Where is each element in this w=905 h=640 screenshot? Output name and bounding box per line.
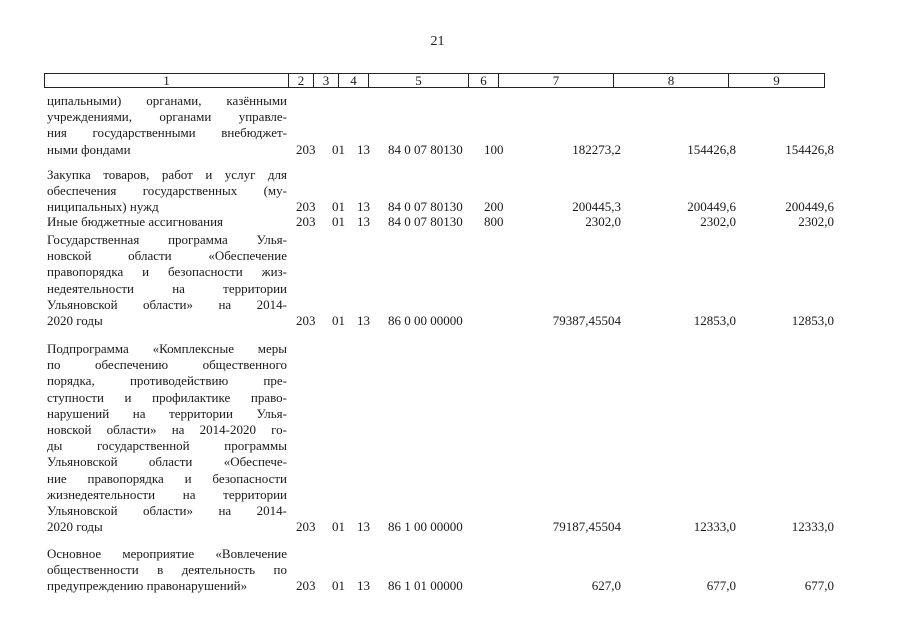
amount-c7: 79387,45504: [552, 313, 621, 328]
amount-c7: 200445,3: [572, 199, 621, 215]
cell-c2: 203: [296, 199, 316, 215]
amount-c8: 12333,0: [693, 519, 736, 535]
description-line: жизнедеятельности на территории: [47, 486, 287, 502]
description-line: учреждениями, органами управле-: [47, 109, 287, 125]
table-row: [0, 232, 905, 329]
description-line: ниципальных) нужд: [47, 199, 159, 215]
column-header-9: 9: [729, 74, 825, 88]
column-header-3: 3: [314, 74, 339, 88]
description-line: ными фондами: [47, 141, 131, 157]
cell-c3: 01: [332, 519, 345, 535]
table-row: [0, 93, 905, 158]
description-line: Ульяновской области» на 2014-: [47, 502, 287, 518]
column-header-table: [44, 73, 825, 88]
row-description: [47, 546, 287, 595]
cell-c3: 01: [332, 214, 345, 229]
description-line: общественности в деятельность по: [47, 562, 287, 578]
cell-c4: 13: [357, 141, 370, 157]
cell-c5: 84 0 07 80130: [388, 141, 463, 157]
description-line: Подпрограмма «Комплексные меры: [47, 341, 287, 356]
cell-c5: 86 0 00 00000: [388, 313, 463, 328]
cell-c4: 13: [357, 313, 370, 328]
row-description: [47, 232, 287, 329]
column-header-4: 4: [339, 74, 369, 88]
description-line: нарушений на территории Улья-: [47, 405, 287, 421]
amount-c8: 200449,6: [687, 199, 736, 215]
cell-c6: 100: [484, 141, 504, 157]
cell-c4: 13: [357, 199, 370, 215]
cell-c3: 01: [332, 313, 345, 328]
description-line: Ульяновской области» на 2014-: [47, 296, 287, 312]
row-description: [47, 167, 287, 216]
amount-c9: 12853,0: [791, 313, 834, 328]
description-line: Закупка товаров, работ и услуг для: [47, 167, 287, 182]
amount-c9: 677,0: [804, 578, 834, 594]
row-description: [47, 93, 287, 158]
table-row: [0, 341, 905, 535]
cell-c5: 86 1 00 00000: [388, 519, 463, 535]
column-header-7: 7: [499, 74, 614, 88]
description-line: новской области» на 2014-2020 го-: [47, 421, 287, 437]
column-header-5: 5: [369, 74, 469, 88]
cell-c3: 01: [332, 199, 345, 215]
amount-c7: 182273,2: [572, 141, 621, 157]
table-row: [0, 546, 905, 595]
description-line: порядка, противодействию пре-: [47, 373, 287, 389]
description-line: обеспечения государственных (му-: [47, 183, 287, 199]
description-line: ды государственной программы: [47, 438, 287, 454]
cell-c5: 86 1 01 00000: [388, 578, 463, 594]
cell-c3: 01: [332, 578, 345, 594]
column-header-8: 8: [614, 74, 729, 88]
cell-c4: 13: [357, 578, 370, 594]
cell-c2: 203: [296, 214, 316, 229]
cell-c6: 800: [484, 214, 504, 229]
amount-c7: 627,0: [591, 578, 621, 594]
amount-c8: 677,0: [706, 578, 736, 594]
description-line: 2020 годы: [47, 312, 103, 328]
description-line: ступности и профилактике право-: [47, 389, 287, 405]
amount-c9: 154426,8: [785, 141, 834, 157]
amount-c8: 12853,0: [693, 313, 736, 328]
row-description: [47, 341, 287, 535]
description-line: Государственная программа Улья-: [47, 232, 287, 247]
page-number: 21: [430, 34, 445, 49]
cell-c3: 01: [332, 141, 345, 157]
amount-c9: 2302,0: [798, 214, 834, 229]
column-header-2: 2: [289, 74, 314, 88]
description-line: ния государственными внебюджет-: [47, 125, 287, 141]
description-line: предупреждению правонарушений»: [47, 578, 248, 594]
description-line: по обеспечению общественного: [47, 357, 287, 373]
row-description: [47, 214, 287, 230]
cell-c4: 13: [357, 214, 370, 229]
cell-c2: 203: [296, 141, 316, 157]
description-line: правопорядка и безопасности жиз-: [47, 264, 287, 280]
description-line: ние правопорядка и безопасности: [47, 470, 287, 486]
column-header-row: [45, 74, 825, 88]
description-line: Иные бюджетные ассигнования: [47, 214, 224, 229]
amount-c7: 79187,45504: [552, 519, 621, 535]
column-header-1: 1: [45, 74, 289, 88]
cell-c2: 203: [296, 313, 316, 328]
cell-c2: 203: [296, 578, 316, 594]
cell-c5: 84 0 07 80130: [388, 214, 463, 229]
column-header-6: 6: [469, 74, 499, 88]
description-line: недеятельности на территории: [47, 280, 287, 296]
cell-c5: 84 0 07 80130: [388, 199, 463, 215]
description-line: ципальными) органами, казёнными: [47, 93, 287, 108]
amount-c7: 2302,0: [585, 214, 621, 229]
description-line: новской области «Обеспечение: [47, 248, 287, 264]
amount-c9: 12333,0: [791, 519, 834, 535]
amount-c9: 200449,6: [785, 199, 834, 215]
cell-c2: 203: [296, 519, 316, 535]
cell-c6: 200: [484, 199, 504, 215]
table-row: [0, 167, 905, 216]
description-line: 2020 годы: [47, 519, 103, 535]
amount-c8: 154426,8: [687, 141, 736, 157]
table-row: [0, 214, 905, 230]
amount-c8: 2302,0: [700, 214, 736, 229]
cell-c4: 13: [357, 519, 370, 535]
description-line: Ульяновской области «Обеспече-: [47, 454, 287, 470]
description-line: Основное мероприятие «Вовлечение: [47, 546, 287, 561]
